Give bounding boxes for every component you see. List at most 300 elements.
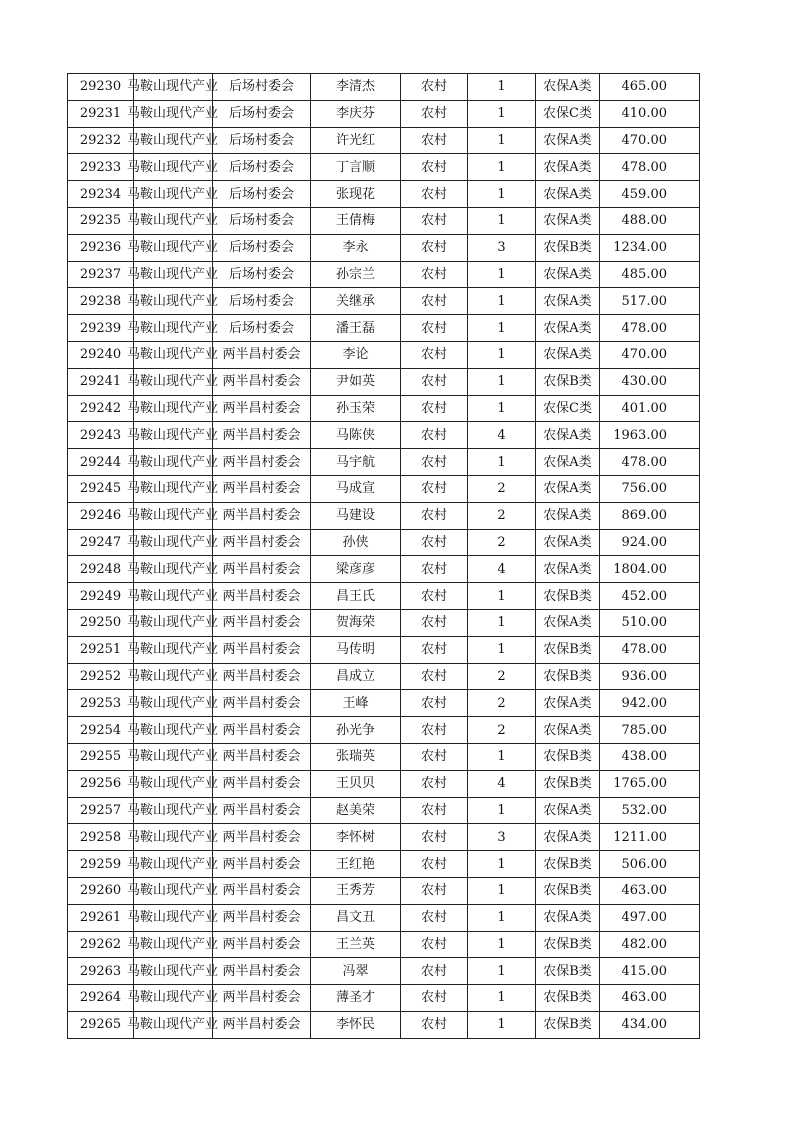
village-committee-cell: 两半昌村委会 [213, 556, 311, 583]
category-cell: 农保A类 [536, 529, 600, 556]
district-cell: 马鞍山现代产业 [134, 797, 213, 824]
area-type-cell: 农村 [401, 717, 468, 744]
area-type-cell: 农村 [401, 690, 468, 717]
village-committee-cell: 两半昌村委会 [213, 636, 311, 663]
amount-cell: 452.00 [600, 583, 700, 610]
name-cell: 孙宗兰 [311, 261, 401, 288]
category-cell: 农保B类 [536, 958, 600, 985]
household-count-cell: 2 [468, 690, 536, 717]
category-cell: 农保B类 [536, 636, 600, 663]
row-number: 29260 [68, 877, 134, 904]
district-cell: 马鞍山现代产业 [134, 851, 213, 878]
name-cell: 赵美荣 [311, 797, 401, 824]
row-number: 29265 [68, 1011, 134, 1038]
row-number: 29243 [68, 422, 134, 449]
area-type-cell: 农村 [401, 1011, 468, 1038]
village-committee-cell: 后场村委会 [213, 207, 311, 234]
category-cell: 农保A类 [536, 127, 600, 154]
category-cell: 农保A类 [536, 341, 600, 368]
amount-cell: 465.00 [600, 74, 700, 101]
row-number: 29235 [68, 207, 134, 234]
village-committee-cell: 两半昌村委会 [213, 985, 311, 1012]
district-cell: 马鞍山现代产业 [134, 449, 213, 476]
district-cell: 马鞍山现代产业 [134, 207, 213, 234]
table-row [68, 663, 700, 690]
row-number: 29248 [68, 556, 134, 583]
table-row [68, 181, 700, 208]
area-type-cell: 农村 [401, 931, 468, 958]
table-row [68, 583, 700, 610]
amount-cell: 470.00 [600, 127, 700, 154]
row-number: 29264 [68, 985, 134, 1012]
village-committee-cell: 两半昌村委会 [213, 690, 311, 717]
area-type-cell: 农村 [401, 824, 468, 851]
name-cell: 李清杰 [311, 74, 401, 101]
name-cell: 丁言顺 [311, 154, 401, 181]
table-row [68, 556, 700, 583]
village-committee-cell: 两半昌村委会 [213, 502, 311, 529]
row-number: 29234 [68, 181, 134, 208]
row-number: 29254 [68, 717, 134, 744]
household-count-cell: 1 [468, 797, 536, 824]
village-committee-cell: 两半昌村委会 [213, 851, 311, 878]
name-cell: 李永 [311, 234, 401, 261]
district-cell: 马鞍山现代产业 [134, 583, 213, 610]
area-type-cell: 农村 [401, 449, 468, 476]
category-cell: 农保A类 [536, 502, 600, 529]
amount-cell: 1963.00 [600, 422, 700, 449]
table-row [68, 502, 700, 529]
district-cell: 马鞍山现代产业 [134, 770, 213, 797]
village-committee-cell: 后场村委会 [213, 100, 311, 127]
village-committee-cell: 两半昌村委会 [213, 770, 311, 797]
name-cell: 孙玉荣 [311, 395, 401, 422]
village-committee-cell: 两半昌村委会 [213, 368, 311, 395]
name-cell: 昌王氏 [311, 583, 401, 610]
category-cell: 农保B类 [536, 663, 600, 690]
household-count-cell: 2 [468, 475, 536, 502]
village-committee-cell: 后场村委会 [213, 127, 311, 154]
area-type-cell: 农村 [401, 743, 468, 770]
table-row [68, 475, 700, 502]
table-row [68, 958, 700, 985]
household-count-cell: 1 [468, 958, 536, 985]
amount-cell: 1765.00 [600, 770, 700, 797]
table-row [68, 1011, 700, 1038]
amount-cell: 1234.00 [600, 234, 700, 261]
name-cell: 张瑞英 [311, 743, 401, 770]
category-cell: 农保A类 [536, 449, 600, 476]
amount-cell: 401.00 [600, 395, 700, 422]
area-type-cell: 农村 [401, 529, 468, 556]
village-committee-cell: 两半昌村委会 [213, 717, 311, 744]
data-table [67, 73, 700, 1039]
category-cell: 农保A类 [536, 261, 600, 288]
category-cell: 农保B类 [536, 743, 600, 770]
category-cell: 农保B类 [536, 583, 600, 610]
row-number: 29236 [68, 234, 134, 261]
area-type-cell: 农村 [401, 422, 468, 449]
category-cell: 农保B类 [536, 368, 600, 395]
table-row [68, 743, 700, 770]
amount-cell: 942.00 [600, 690, 700, 717]
name-cell: 王红艳 [311, 851, 401, 878]
village-committee-cell: 两半昌村委会 [213, 958, 311, 985]
village-committee-cell: 两半昌村委会 [213, 1011, 311, 1038]
household-count-cell: 1 [468, 74, 536, 101]
category-cell: 农保A类 [536, 556, 600, 583]
row-number: 29240 [68, 341, 134, 368]
household-count-cell: 1 [468, 583, 536, 610]
district-cell: 马鞍山现代产业 [134, 985, 213, 1012]
table-row [68, 422, 700, 449]
row-number: 29252 [68, 663, 134, 690]
district-cell: 马鞍山现代产业 [134, 877, 213, 904]
area-type-cell: 农村 [401, 502, 468, 529]
amount-cell: 1211.00 [600, 824, 700, 851]
row-number: 29238 [68, 288, 134, 315]
row-number: 29244 [68, 449, 134, 476]
household-count-cell: 1 [468, 368, 536, 395]
household-count-cell: 1 [468, 261, 536, 288]
area-type-cell: 农村 [401, 797, 468, 824]
household-count-cell: 1 [468, 100, 536, 127]
village-committee-cell: 两半昌村委会 [213, 877, 311, 904]
household-count-cell: 1 [468, 127, 536, 154]
area-type-cell: 农村 [401, 985, 468, 1012]
name-cell: 马陈侠 [311, 422, 401, 449]
amount-cell: 434.00 [600, 1011, 700, 1038]
district-cell: 马鞍山现代产业 [134, 904, 213, 931]
household-count-cell: 3 [468, 234, 536, 261]
district-cell: 马鞍山现代产业 [134, 502, 213, 529]
amount-cell: 936.00 [600, 663, 700, 690]
name-cell: 王倩梅 [311, 207, 401, 234]
table-row [68, 261, 700, 288]
table-row [68, 395, 700, 422]
household-count-cell: 1 [468, 181, 536, 208]
category-cell: 农保A类 [536, 288, 600, 315]
area-type-cell: 农村 [401, 288, 468, 315]
amount-cell: 459.00 [600, 181, 700, 208]
amount-cell: 478.00 [600, 636, 700, 663]
name-cell: 马建设 [311, 502, 401, 529]
row-number: 29261 [68, 904, 134, 931]
household-count-cell: 1 [468, 395, 536, 422]
amount-cell: 482.00 [600, 931, 700, 958]
name-cell: 李论 [311, 341, 401, 368]
row-number: 29239 [68, 315, 134, 342]
category-cell: 农保A类 [536, 797, 600, 824]
amount-cell: 488.00 [600, 207, 700, 234]
amount-cell: 485.00 [600, 261, 700, 288]
category-cell: 农保A类 [536, 181, 600, 208]
household-count-cell: 1 [468, 851, 536, 878]
table-row [68, 690, 700, 717]
name-cell: 潘王磊 [311, 315, 401, 342]
amount-cell: 438.00 [600, 743, 700, 770]
district-cell: 马鞍山现代产业 [134, 127, 213, 154]
table-row [68, 449, 700, 476]
row-number: 29255 [68, 743, 134, 770]
district-cell: 马鞍山现代产业 [134, 529, 213, 556]
district-cell: 马鞍山现代产业 [134, 154, 213, 181]
area-type-cell: 农村 [401, 368, 468, 395]
household-count-cell: 1 [468, 315, 536, 342]
village-committee-cell: 两半昌村委会 [213, 797, 311, 824]
household-count-cell: 1 [468, 985, 536, 1012]
household-count-cell: 2 [468, 529, 536, 556]
table-row [68, 341, 700, 368]
household-count-cell: 1 [468, 636, 536, 663]
table-row [68, 877, 700, 904]
district-cell: 马鞍山现代产业 [134, 288, 213, 315]
name-cell: 薄圣才 [311, 985, 401, 1012]
table-row [68, 234, 700, 261]
area-type-cell: 农村 [401, 341, 468, 368]
village-committee-cell: 两半昌村委会 [213, 931, 311, 958]
table-row [68, 931, 700, 958]
district-cell: 马鞍山现代产业 [134, 234, 213, 261]
village-committee-cell: 后场村委会 [213, 315, 311, 342]
village-committee-cell: 后场村委会 [213, 154, 311, 181]
name-cell: 王兰英 [311, 931, 401, 958]
district-cell: 马鞍山现代产业 [134, 636, 213, 663]
amount-cell: 532.00 [600, 797, 700, 824]
district-cell: 马鞍山现代产业 [134, 422, 213, 449]
village-committee-cell: 两半昌村委会 [213, 341, 311, 368]
district-cell: 马鞍山现代产业 [134, 743, 213, 770]
category-cell: 农保A类 [536, 154, 600, 181]
household-count-cell: 1 [468, 341, 536, 368]
district-cell: 马鞍山现代产业 [134, 717, 213, 744]
category-cell: 农保C类 [536, 100, 600, 127]
area-type-cell: 农村 [401, 207, 468, 234]
name-cell: 关继承 [311, 288, 401, 315]
district-cell: 马鞍山现代产业 [134, 958, 213, 985]
area-type-cell: 农村 [401, 234, 468, 261]
district-cell: 马鞍山现代产业 [134, 690, 213, 717]
table-row [68, 636, 700, 663]
row-number: 29245 [68, 475, 134, 502]
category-cell: 农保A类 [536, 609, 600, 636]
village-committee-cell: 两半昌村委会 [213, 583, 311, 610]
amount-cell: 1804.00 [600, 556, 700, 583]
district-cell: 马鞍山现代产业 [134, 824, 213, 851]
household-count-cell: 1 [468, 154, 536, 181]
name-cell: 张现花 [311, 181, 401, 208]
household-count-cell: 2 [468, 502, 536, 529]
amount-cell: 478.00 [600, 154, 700, 181]
row-number: 29249 [68, 583, 134, 610]
amount-cell: 517.00 [600, 288, 700, 315]
category-cell: 农保B类 [536, 931, 600, 958]
category-cell: 农保B类 [536, 234, 600, 261]
amount-cell: 430.00 [600, 368, 700, 395]
row-number: 29250 [68, 609, 134, 636]
area-type-cell: 农村 [401, 395, 468, 422]
area-type-cell: 农村 [401, 154, 468, 181]
table-row [68, 609, 700, 636]
district-cell: 马鞍山现代产业 [134, 556, 213, 583]
name-cell: 马成宣 [311, 475, 401, 502]
name-cell: 马传明 [311, 636, 401, 663]
household-count-cell: 1 [468, 449, 536, 476]
row-number: 29230 [68, 74, 134, 101]
area-type-cell: 农村 [401, 100, 468, 127]
district-cell: 马鞍山现代产业 [134, 315, 213, 342]
amount-cell: 869.00 [600, 502, 700, 529]
name-cell: 李怀树 [311, 824, 401, 851]
table-row [68, 100, 700, 127]
village-committee-cell: 后场村委会 [213, 288, 311, 315]
area-type-cell: 农村 [401, 556, 468, 583]
category-cell: 农保A类 [536, 315, 600, 342]
household-count-cell: 4 [468, 556, 536, 583]
name-cell: 李庆芬 [311, 100, 401, 127]
amount-cell: 478.00 [600, 315, 700, 342]
household-count-cell: 2 [468, 663, 536, 690]
area-type-cell: 农村 [401, 663, 468, 690]
category-cell: 农保B类 [536, 877, 600, 904]
village-committee-cell: 两半昌村委会 [213, 663, 311, 690]
name-cell: 冯翠 [311, 958, 401, 985]
district-cell: 马鞍山现代产业 [134, 261, 213, 288]
district-cell: 马鞍山现代产业 [134, 341, 213, 368]
row-number: 29233 [68, 154, 134, 181]
district-cell: 马鞍山现代产业 [134, 1011, 213, 1038]
row-number: 29259 [68, 851, 134, 878]
name-cell: 孙侠 [311, 529, 401, 556]
name-cell: 梁彦彦 [311, 556, 401, 583]
village-committee-cell: 两半昌村委会 [213, 422, 311, 449]
village-committee-cell: 两半昌村委会 [213, 743, 311, 770]
area-type-cell: 农村 [401, 877, 468, 904]
name-cell: 许光红 [311, 127, 401, 154]
name-cell: 李怀民 [311, 1011, 401, 1038]
category-cell: 农保A类 [536, 475, 600, 502]
amount-cell: 924.00 [600, 529, 700, 556]
category-cell: 农保A类 [536, 422, 600, 449]
household-count-cell: 1 [468, 743, 536, 770]
row-number: 29263 [68, 958, 134, 985]
area-type-cell: 农村 [401, 609, 468, 636]
area-type-cell: 农村 [401, 851, 468, 878]
village-committee-cell: 两半昌村委会 [213, 449, 311, 476]
village-committee-cell: 两半昌村委会 [213, 824, 311, 851]
amount-cell: 470.00 [600, 341, 700, 368]
area-type-cell: 农村 [401, 475, 468, 502]
category-cell: 农保C类 [536, 395, 600, 422]
category-cell: 农保A类 [536, 690, 600, 717]
amount-cell: 497.00 [600, 904, 700, 931]
area-type-cell: 农村 [401, 904, 468, 931]
amount-cell: 415.00 [600, 958, 700, 985]
household-count-cell: 1 [468, 207, 536, 234]
table-row [68, 368, 700, 395]
table-row [68, 529, 700, 556]
name-cell: 尹如英 [311, 368, 401, 395]
table-row [68, 985, 700, 1012]
area-type-cell: 农村 [401, 770, 468, 797]
category-cell: 农保B类 [536, 1011, 600, 1038]
name-cell: 昌文丑 [311, 904, 401, 931]
row-number: 29231 [68, 100, 134, 127]
village-committee-cell: 两半昌村委会 [213, 904, 311, 931]
amount-cell: 510.00 [600, 609, 700, 636]
household-count-cell: 1 [468, 931, 536, 958]
village-committee-cell: 两半昌村委会 [213, 609, 311, 636]
category-cell: 农保B类 [536, 985, 600, 1012]
village-committee-cell: 两半昌村委会 [213, 395, 311, 422]
row-number: 29253 [68, 690, 134, 717]
amount-cell: 478.00 [600, 449, 700, 476]
row-number: 29237 [68, 261, 134, 288]
name-cell: 王贝贝 [311, 770, 401, 797]
amount-cell: 506.00 [600, 851, 700, 878]
row-number: 29262 [68, 931, 134, 958]
name-cell: 王峰 [311, 690, 401, 717]
table-row [68, 154, 700, 181]
category-cell: 农保A类 [536, 207, 600, 234]
area-type-cell: 农村 [401, 583, 468, 610]
household-count-cell: 2 [468, 717, 536, 744]
area-type-cell: 农村 [401, 315, 468, 342]
district-cell: 马鞍山现代产业 [134, 181, 213, 208]
table-row [68, 207, 700, 234]
village-committee-cell: 后场村委会 [213, 74, 311, 101]
district-cell: 马鞍山现代产业 [134, 368, 213, 395]
table-row [68, 851, 700, 878]
row-number: 29241 [68, 368, 134, 395]
amount-cell: 410.00 [600, 100, 700, 127]
category-cell: 农保A类 [536, 824, 600, 851]
district-cell: 马鞍山现代产业 [134, 74, 213, 101]
name-cell: 昌成立 [311, 663, 401, 690]
name-cell: 马宇航 [311, 449, 401, 476]
household-count-cell: 4 [468, 770, 536, 797]
category-cell: 农保A类 [536, 717, 600, 744]
area-type-cell: 农村 [401, 636, 468, 663]
amount-cell: 785.00 [600, 717, 700, 744]
category-cell: 农保A类 [536, 904, 600, 931]
row-number: 29246 [68, 502, 134, 529]
row-number: 29258 [68, 824, 134, 851]
district-cell: 马鞍山现代产业 [134, 663, 213, 690]
row-number: 29251 [68, 636, 134, 663]
row-number: 29257 [68, 797, 134, 824]
table-row [68, 315, 700, 342]
amount-cell: 463.00 [600, 985, 700, 1012]
household-count-cell: 1 [468, 904, 536, 931]
district-cell: 马鞍山现代产业 [134, 395, 213, 422]
name-cell: 王秀芳 [311, 877, 401, 904]
table-row [68, 288, 700, 315]
table-row [68, 797, 700, 824]
area-type-cell: 农村 [401, 181, 468, 208]
category-cell: 农保B类 [536, 770, 600, 797]
area-type-cell: 农村 [401, 261, 468, 288]
table-row [68, 824, 700, 851]
area-type-cell: 农村 [401, 958, 468, 985]
household-count-cell: 1 [468, 1011, 536, 1038]
village-committee-cell: 后场村委会 [213, 234, 311, 261]
household-count-cell: 1 [468, 609, 536, 636]
household-count-cell: 3 [468, 824, 536, 851]
category-cell: 农保B类 [536, 851, 600, 878]
amount-cell: 463.00 [600, 877, 700, 904]
row-number: 29232 [68, 127, 134, 154]
